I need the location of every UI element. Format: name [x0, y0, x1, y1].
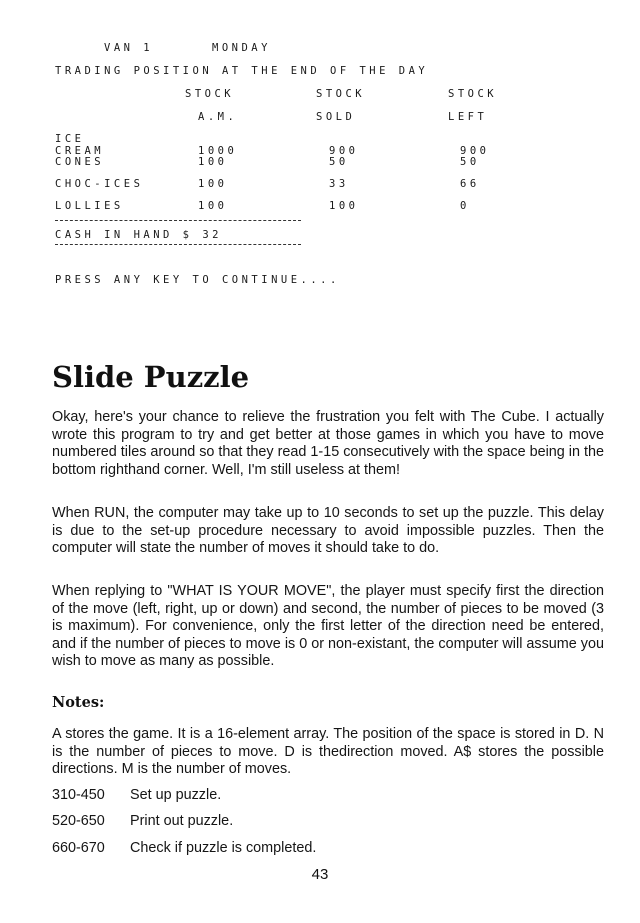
row-label: CREAM [55, 145, 105, 157]
row-label: CHOC-ICES [55, 178, 144, 190]
row-label: ICE [55, 133, 85, 145]
line-note [52, 813, 233, 829]
notes-heading: Notes: [52, 694, 105, 711]
row-left-value: 0 [460, 200, 470, 212]
row-left-value: 50 [460, 156, 480, 168]
row-left-value: 900 [460, 145, 490, 157]
line-range: 660-670 [52, 840, 105, 856]
row-left-value: 66 [460, 178, 480, 190]
line-description: Print out puzzle. [130, 813, 234, 829]
page-number: 43 [311, 866, 329, 883]
paragraph: When replying to "WHAT IS YOUR MOVE", the player must specify first the direction of the move (left, right, up or down) and second, the number of pieces to be moved (3 is maximum). For convenience, only the first letter of the direction need be entered, and if the number of pieces to move is 0 or non-existant, the computer will assume you wish to move as many as possible. [52, 583, 604, 669]
continue-prompt: PRESS ANY KEY TO CONTINUE.... [55, 274, 340, 286]
paragraph: When RUN, the computer may take up to 10 seconds to set up the puzzle. This delay is due to the set-up procedure necessary to avoid impossible puzzles. Then the computer will state the number of moves it should take to do. [52, 505, 604, 556]
row-label: CONES [55, 156, 105, 168]
paragraph: Okay, here's your chance to relieve the frustration you felt with The Cube. I actually wrote this program to try and get better at those games in which you have to move numbered tiles around so that they read 1-15 consecutively with the space being in the bottom righthand corner. Well, I'm still useless at them! [52, 409, 604, 478]
row-am-value: 100 [198, 178, 228, 190]
cash-in-hand: CASH IN HAND $ 32 [55, 229, 222, 241]
divider-line [55, 244, 301, 245]
row-sold-value: 33 [329, 178, 349, 190]
line-range: 520-650 [52, 813, 105, 829]
row-am-value: 100 [198, 156, 228, 168]
line-description: Check if puzzle is completed. [130, 840, 317, 856]
column-header-sold-2: SOLD [316, 111, 356, 123]
row-sold-value: 50 [329, 156, 349, 168]
row-sold-value: 100 [329, 200, 359, 212]
row-label: LOLLIES [55, 200, 124, 212]
line-range: 310-450 [52, 787, 105, 803]
row-am-value: 100 [198, 200, 228, 212]
screen-day-label: MONDAY [212, 42, 271, 54]
row-am-value: 1000 [198, 145, 238, 157]
row-sold-value: 900 [329, 145, 359, 157]
screen-title: TRADING POSITION AT THE END OF THE DAY [55, 65, 429, 77]
column-header-sold-1: STOCK [316, 88, 366, 100]
column-header-left-2: LEFT [448, 111, 488, 123]
column-header-am-2: A.M. [198, 111, 238, 123]
section-heading: Slide Puzzle [52, 360, 250, 394]
divider-line [55, 220, 301, 221]
line-note [52, 840, 316, 856]
screen-van-label: VAN 1 [104, 42, 154, 54]
line-description: Set up puzzle. [130, 787, 222, 803]
notes-text: A stores the game. It is a 16-element array. The position of the space is stored in D. N is the number of pieces to move. D is thedirection moved. A$ stores the possible directions. M is the number of moves. [52, 726, 604, 777]
line-note [52, 787, 221, 803]
column-header-am-1: STOCK [185, 88, 235, 100]
column-header-left-1: STOCK [448, 88, 498, 100]
